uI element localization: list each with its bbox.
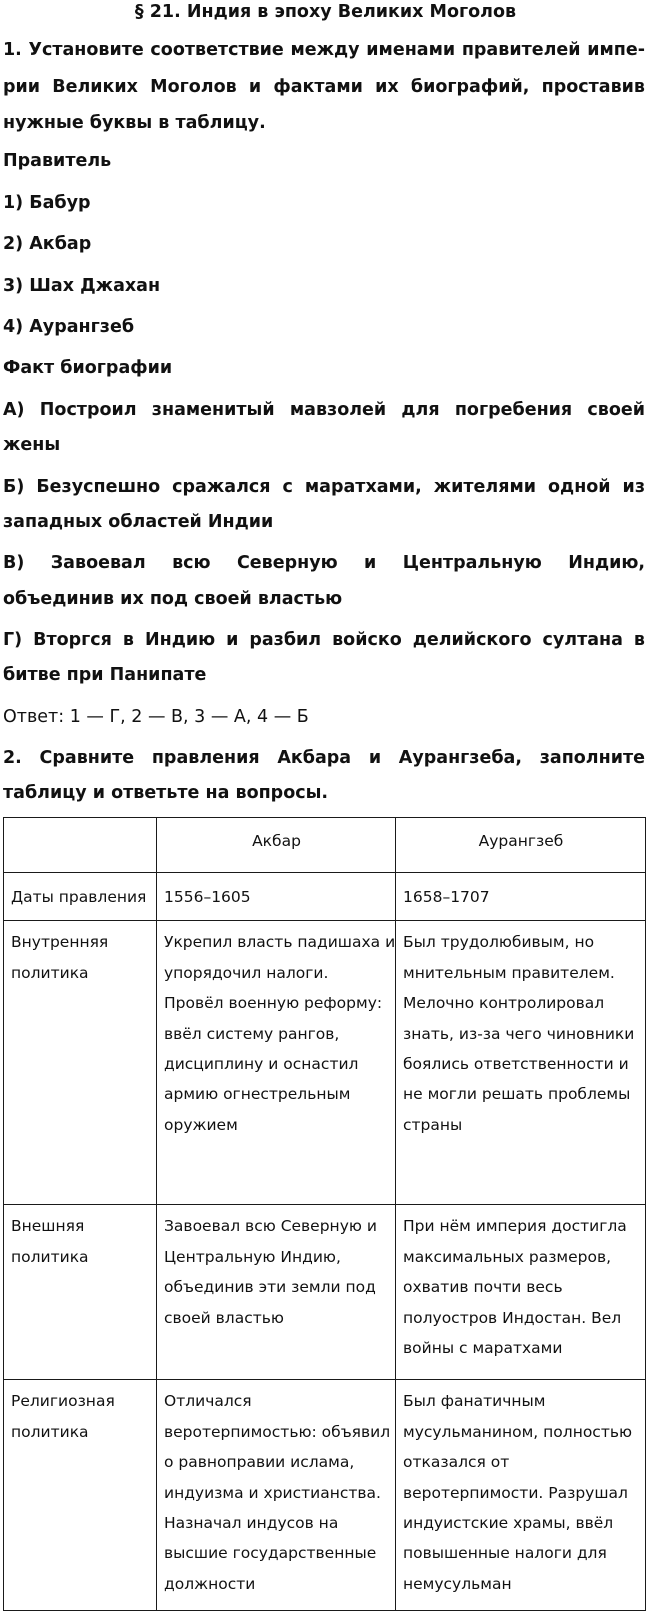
akbar-cell (157, 1380, 396, 1611)
fact-item-b-line-1: Б) Безуспешно сражался с маратхами, жителями одной из (3, 477, 645, 497)
cell-line: Внешняя (11, 1217, 85, 1236)
cell-line: Был трудолюбивым, но (403, 933, 595, 952)
cell-line: армию огнестрельным (164, 1085, 351, 1104)
ruler-item: 2) Акбар (3, 234, 92, 254)
task2-prompt-line-2: таблицу и ответьте на вопросы. (3, 783, 329, 803)
cell-line: знать, из-за чего чиновники (403, 1024, 635, 1043)
cell-line: максимальных размеров, (403, 1247, 612, 1266)
task1-prompt-line-2: рии Великих Моголов и фактами их биографий, проставив (3, 77, 645, 97)
cell-line: оружием (164, 1115, 238, 1134)
cell-line: войны с маратхами (403, 1339, 563, 1358)
facts-heading: Факт биографии (3, 358, 173, 378)
cell-line: При нём империя достигла (403, 1217, 627, 1236)
cell-line: Религиозная (11, 1392, 115, 1411)
table-row (4, 1205, 646, 1380)
cell-line: охватив почти весь (403, 1278, 563, 1297)
table-header-row (4, 818, 646, 873)
cell-line: мнительным правителем. (403, 963, 615, 982)
cell-line: веротерпимости. Разрушал (403, 1483, 628, 1502)
task1-prompt-line-3: нужные буквы в таблицу. (3, 113, 266, 133)
fact-item-v-line-2: объединив их под своей властью (3, 589, 343, 609)
cell-line: веротерпимостью: объявил (164, 1422, 391, 1441)
cell-line: политика (11, 963, 89, 982)
cell-line: полуостров Индостан. Вел (403, 1308, 622, 1327)
cell-line: высшие государственные (164, 1544, 377, 1563)
cell-line: объединив эти земли под (164, 1278, 376, 1297)
cell-line: индуизма и христианства. (164, 1483, 381, 1502)
cell-line: Был фанатичным (403, 1392, 546, 1411)
cell-line: мусульманином, полностью (403, 1422, 633, 1441)
cell-line: Укрепил власть падишаха и (164, 933, 396, 952)
table-header-cell: Акбар (157, 818, 396, 873)
aurangzeb-cell (396, 873, 646, 921)
fact-item-a-line-1: А) Построил знаменитый мавзолей для погребения своей (3, 400, 645, 420)
fact-item-a-line-2: жены (3, 435, 61, 455)
row-label (4, 1380, 157, 1611)
row-label (4, 1205, 157, 1380)
task2-prompt-line-1: 2. Сравните правления Акбара и Аурангзеба, заполните (3, 748, 645, 768)
cell-line: должности (164, 1574, 256, 1593)
cell-line: Завоевал всю Северную и (164, 1217, 377, 1236)
akbar-cell (157, 921, 396, 1205)
cell-line: 1556–1605 (164, 888, 251, 906)
ruler-item: 1) Бабур (3, 193, 91, 213)
aurangzeb-cell (396, 1205, 646, 1380)
fact-item-b-line-2: западных областей Индии (3, 512, 274, 532)
cell-line: индуистские храмы, ввёл (403, 1514, 614, 1533)
section-title: § 21. Индия в эпоху Великих Моголов (134, 2, 517, 22)
cell-line: своей властью (164, 1308, 284, 1327)
cell-line: дисциплину и оснастил (164, 1055, 359, 1074)
cell-line: политика (11, 1422, 89, 1441)
cell-line: упорядочил налоги. (164, 963, 329, 982)
cell-line: немусульман (403, 1574, 512, 1593)
cell-line: Провёл военную реформу: (164, 994, 383, 1013)
cell-line: 1658–1707 (403, 888, 490, 906)
cell-line: Центральную Индию, (164, 1247, 341, 1266)
cell-line: Даты правления (11, 888, 147, 906)
row-label (4, 921, 157, 1205)
cell-line: о равноправии ислама, (164, 1453, 355, 1472)
comparison-table (3, 817, 646, 1611)
akbar-cell (157, 873, 396, 921)
table-row (4, 873, 646, 921)
fact-item-v-line-1: В) Завоевал всю Северную и Центральную Индию, (3, 553, 645, 573)
akbar-cell (157, 1205, 396, 1380)
aurangzeb-cell (396, 921, 646, 1205)
fact-item-g-line-2: битве при Панипате (3, 665, 207, 685)
cell-line: ввёл систему рангов, (164, 1024, 340, 1043)
cell-line: повышенные налоги для (403, 1544, 607, 1563)
cell-line: Отличался (164, 1392, 252, 1411)
aurangzeb-cell (396, 1380, 646, 1611)
table-header-cell: Аурангзеб (396, 818, 646, 873)
cell-line: политика (11, 1247, 89, 1266)
fact-item-g-line-1: Г) Вторгся в Индию и разбил войско делийского султана в (3, 630, 645, 650)
row-label (4, 873, 157, 921)
table-row (4, 1380, 646, 1611)
rulers-heading: Правитель (3, 151, 112, 171)
cell-line: Внутренняя (11, 933, 109, 952)
ruler-item: 4) Аурангзеб (3, 317, 135, 337)
cell-line: Мелочно контролировал (403, 994, 605, 1013)
cell-line: Назначал индусов на (164, 1514, 339, 1533)
table-row (4, 921, 646, 1205)
cell-line: не могли решать проблемы (403, 1085, 631, 1104)
task1-prompt-line-1: 1. Установите соответствие между именами правителей импе- (3, 40, 645, 60)
cell-line: отказался от (403, 1453, 510, 1472)
task1-answer: Ответ: 1 — Г, 2 — В, 3 — А, 4 — Б (3, 707, 309, 727)
cell-line: страны (403, 1115, 463, 1134)
table-header-cell (4, 818, 157, 873)
cell-line: боялись ответственности и (403, 1055, 629, 1074)
ruler-item: 3) Шах Джахан (3, 276, 161, 296)
